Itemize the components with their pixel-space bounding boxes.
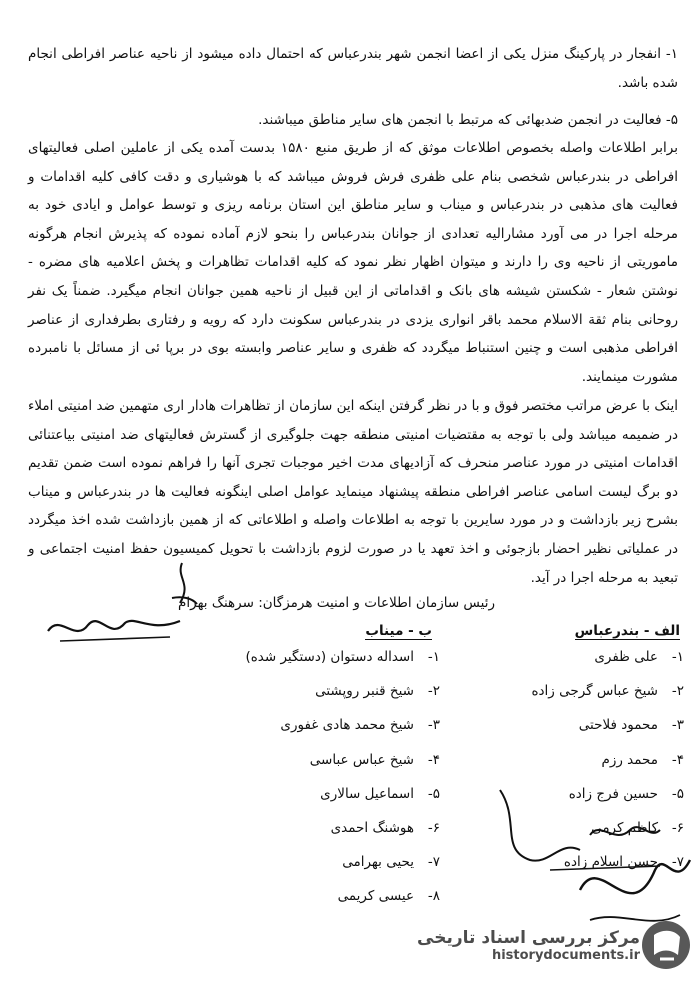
item-2-text: ۵- فعالیت در انجمن ضدبهائی که مرتبط با انجمن های سایر مناطق میباشند. <box>258 112 678 128</box>
list-item: ۱-علی ظفری <box>594 649 684 665</box>
body-paragraph-2: اینک با عرض مراتب مختصر فوق و با در نظر گرفتن اینکه این سازمان از تظاهرات هادار اری متهمین ضد امنیتی املاء در ضمیمه میباشد ولی با توجه به مقتضیات امنیتی منطقه جهت جلوگیری از گسترش فعالیتهای ضد امنیتی بیاعتنائی اقدامات امنیتی در مورد عناصر منحرف که آزادیهای مدت اخیر موجبات تجری آنها را فراهم نموده است ضمن تقدیم دو برگ لیست اسامی عناصر افراطی منطقه پیشنهاد مینماید عوامل اصلی اینگونه فعالیت ها در بندرعباس و میناب بشرح زیر بازداشت و در مورد سایرین با توجه به اطلاعات واصله و اطلاعاتی که از همین بازداشت شده اخذ میگردد در عملیاتی نظیر احضار بازجوئی و اخذ تعهد یا در صورت لزوم بازداشت با تحویل کمیسیون حفظ امنیت اجتماعی و تبعید به مرحله اجرا در آید. <box>28 398 678 586</box>
list-item: ۲-شیخ قنبر روپشتی <box>315 683 440 700</box>
list-item: ۲-شیخ عباس گرجی زاده <box>531 683 684 700</box>
list-item: ۴-محمد رزم <box>601 751 684 768</box>
list-item: ۱-اسداله دستوان (دستگیر شده) <box>245 649 440 665</box>
list-item: ۴-شیخ عباس عباسی <box>309 751 440 768</box>
list-item: ۵-اسماعیل سالاری <box>320 785 440 802</box>
list-item: ۶-هوشنگ احمدی <box>330 819 440 836</box>
list-b-heading: ب - میناب <box>365 623 432 639</box>
list-item: ۷-حسن اسلام زاده <box>563 854 684 871</box>
watermark <box>402 910 692 980</box>
watermark-text: مرکز بررسی اسناد تاریخی historydocuments.ir <box>417 927 640 963</box>
list-a-heading: الف - بندرعباس <box>574 623 680 639</box>
list-item: ۸-عیسی کریمی <box>337 888 440 905</box>
list-b <box>245 640 440 914</box>
list-item: ۳-شیخ محمد هادی غفوری <box>280 717 440 734</box>
list-item: ۷-یحیی بهرامی <box>342 854 440 871</box>
handwritten-signature <box>40 603 190 653</box>
list-item: ۶-کاظم کرمی <box>591 819 684 836</box>
list-item: ۳-محمود فلاحتی <box>578 717 684 734</box>
list-item: ۵-حسین فرج زاده <box>568 785 684 802</box>
body-paragraph-1: برابر اطلاعات واصله بخصوص اطلاعات موثق که از طریق منبع ۱۵۸۰ بدست آمده یکی از عاملین اصلی فعالیتهای افراطی در بندرعباس شخصی بنام علی ظفری فرش فروش میباشد که با هوشیاری و دقت کافی کلیه اقدامات و فعالیت های مذهبی در بندرعباس و میناب و سایر مناطق این استان برنامه ریزی و توسط عوامل و ایادی خود به مرحله اجرا در می آورد مشارالیه تعدادی از جوانان بندرعباس را بنحو لازم آماده نموده که پذیرش انجام هرگونه ماموریتی از ناحیه وی را دارند و میتوان اظهار نظر نمود که کلیه اقدامات تظاهرات و پخش اعلامیه های مضره - نوشتن شعار - شکستن شیشه های بانک و اقداماتی از این قبیل از ناحیه همین جوانان انجام میگیرد. ضمناً یک نفر روحانی بنام ثقة الاسلام محمد باقر انواری یزدی در بندرعباس سکونت دارد که رویه و رفتاری بطرفداری از عناصر افراطی مذهبی است و چنین استنباط میگردد که ظفری و سایر عناصر وابسته بوی در برپا ئی از مسائل با نامبرده مشورت مینمایند. <box>28 140 678 385</box>
history-documents-logo-icon <box>640 919 692 971</box>
item-1-text: ۱- انفجار در پارکینگ منزل یکی از اعضا انجمن شهر بندرعباس که احتمال داده میشود از ناحیه عناصر افراطی انجام شده باشد. <box>28 46 678 91</box>
signature-line: رئیس سازمان اطلاعات و امنیت هرمزگان: سرهنگ بهرام <box>178 595 495 611</box>
